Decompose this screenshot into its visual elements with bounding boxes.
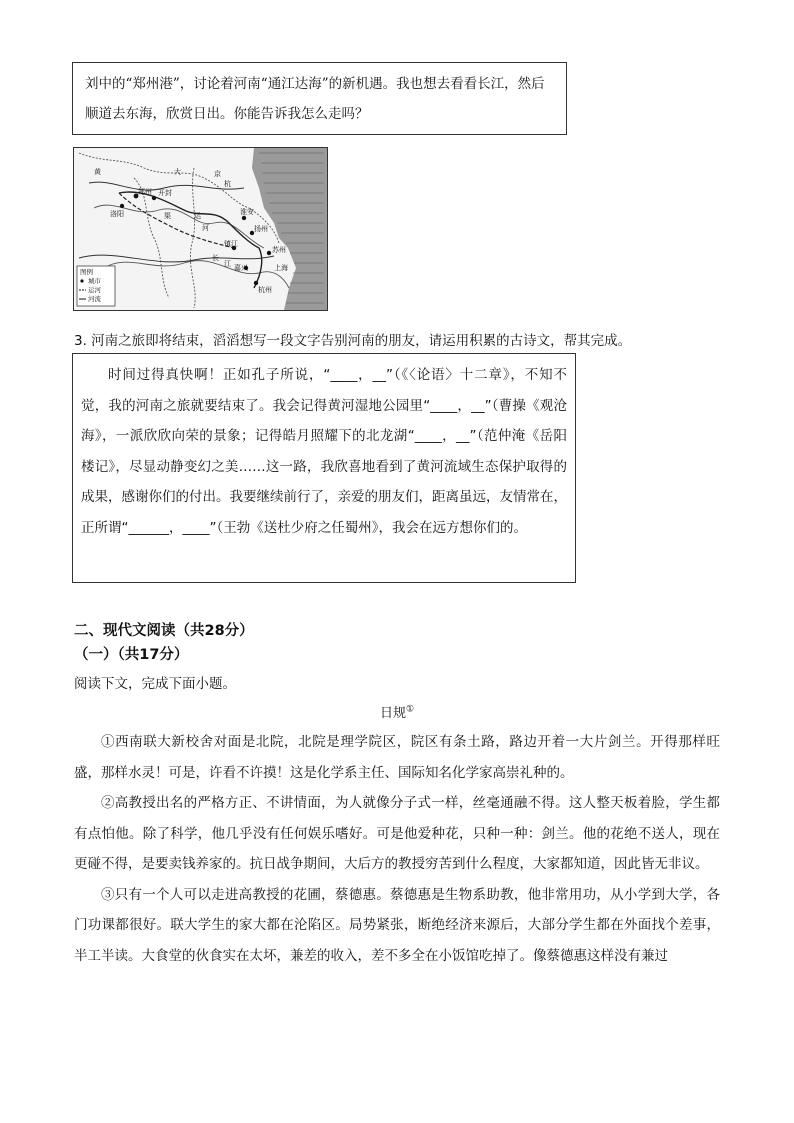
article-title-text: 日规 bbox=[379, 706, 406, 721]
answer-box bbox=[72, 353, 576, 583]
map-label: 江 bbox=[224, 260, 231, 268]
map-label: 杭 bbox=[224, 180, 231, 188]
map-label: 开封 bbox=[158, 189, 172, 197]
map-label: 河 bbox=[202, 224, 209, 232]
map-drawing bbox=[74, 148, 327, 310]
map-label: 苏州 bbox=[272, 246, 286, 254]
article-paragraph: ①西南联大新校舍对面是北院，北院是理学院区，院区有条土路，路边开着一大片剑兰。开得那样旺盛，那样水灵！可是，许看不许摸！这是化学系主任、国际知名化学家高崇礼种的。 bbox=[74, 734, 720, 781]
map-label: 黄 bbox=[94, 168, 101, 176]
map-legend-river: 河流 bbox=[88, 295, 101, 303]
question-3: 3. 河南之旅即将结束，滔滔想写一段文字告别河南的朋友，请运用积累的古诗文，帮其完成。 bbox=[74, 333, 632, 349]
footnote-marker: ① bbox=[405, 704, 415, 715]
map-label: 杭州 bbox=[258, 286, 272, 294]
section-heading: 二、现代文阅读（共28分） bbox=[74, 623, 254, 639]
quote-box bbox=[72, 62, 567, 135]
canal-map bbox=[73, 147, 328, 311]
map-label: 长 bbox=[212, 254, 219, 262]
answer-paragraph: 时间过得真快啊！正如孔子所说，“____，__”（《〈论语〉十二章》，不知不觉，我的河南之旅就要结束了。我会记得黄河湿地公园里“____，__”（曹操《观沧海》，一派欣欣向荣的景象；记得皓月照耀下的北龙湖“____，__”（范仲淹《岳阳楼记》，尽显动静变幻之美……这一路，我欣喜地看到了黄河流域生态保护取得的成果，感谢你们的付出。我要继续前行了，亲爱的朋友们，距离虽远，友情常在，正所谓“______，____”（王勃《送杜少府之任蜀州》，我会在远方想你们的。 bbox=[81, 367, 567, 536]
map-label: 运 bbox=[194, 212, 201, 220]
subsection-heading: （一）（共17分） bbox=[74, 647, 189, 663]
article-paragraph: ③只有一个人可以走进高教授的花圃，蔡德惠。蔡德惠是生物系助教，他非常用功，从小学到大学，各门功课都很好。联大学生的家大都在沦陷区。局势紧张，断绝经济来源后，大部分学生都在外面找个差事，半工半读。大食堂的伙食实在太坏，兼差的收入，差不多全在小饭馆吃掉了。像蔡德惠这样没有兼过 bbox=[74, 886, 720, 964]
reading-instruction: 阅读下文，完成下面小题。 bbox=[74, 676, 236, 692]
article-paragraph: ②高教授出名的严格方正、不讲情面，为人就像分子式一样，丝毫通融不得。这人整天板着脸，学生都有点怕他。除了科学，他几乎没有任何娱乐嗜好。可是他爱种花，只种一种：剑兰。他的花绝不送人，现在更碰不得，是要卖钱养家的。抗日战争期间，大后方的教授穷苦到什么程度，大家都知道，因此皆无非议。 bbox=[74, 795, 720, 872]
map-label: 京 bbox=[214, 170, 221, 178]
map-legend-canal: 运河 bbox=[88, 286, 101, 294]
quote-text: 刘中的“郑州港”，讨论着河南“通江达海”的新机遇。我也想去看看长江，然后顺道去东海，欣赏日出。你能告诉我怎么走吗？ bbox=[85, 76, 545, 122]
map-label: 郑州 bbox=[138, 188, 152, 196]
map-label: 镇江 bbox=[224, 240, 238, 248]
map-label: 洛阳 bbox=[110, 210, 124, 218]
article-body bbox=[74, 727, 720, 971]
map-label: 渠 bbox=[164, 212, 171, 220]
map-label: 上海 bbox=[274, 264, 288, 272]
map-legend-title: 图例 bbox=[80, 268, 93, 276]
map-legend-city: 城市 bbox=[88, 277, 101, 285]
map-label: 嘉兴 bbox=[234, 264, 248, 272]
article-title bbox=[0, 702, 794, 721]
map-label: 扬州 bbox=[254, 225, 268, 233]
map-label: 淮安 bbox=[240, 208, 254, 216]
map-label: 大 bbox=[174, 168, 181, 176]
